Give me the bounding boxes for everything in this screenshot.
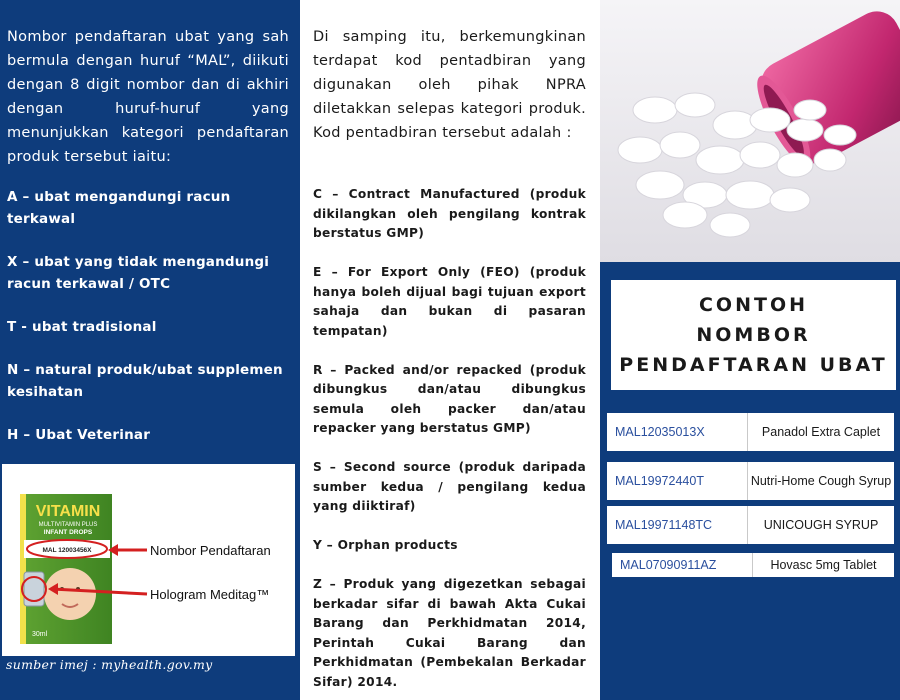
example-product-name: Nutri-Home Cough Syrup: [750, 474, 892, 488]
example-code: MAL19971148TC: [615, 518, 713, 532]
pills-bottle-illustration: [600, 0, 900, 262]
box-sub2-text: INFANT DROPS: [43, 529, 93, 536]
example-product-name: UNICOUGH SYRUP: [763, 518, 879, 532]
right-column: [600, 0, 900, 700]
label-registration-number: Nombor Pendaftaran: [150, 543, 271, 558]
title-line-3: PENDAFTARAN UBAT: [619, 354, 888, 376]
title-line-2: NOMBOR: [696, 324, 811, 346]
example-product-name: Panadol Extra Caplet: [761, 425, 881, 439]
example-row: [612, 553, 894, 577]
admin-code-e: E – For Export Only (FEO) (produk hanya boleh dijual bagi tujuan export sahaja dan bukan di pasaran tempatan): [313, 265, 586, 338]
product-label-image: [2, 464, 295, 656]
category-item-a: A – ubat mengandungi racun terkawal: [7, 189, 231, 227]
example-title-box: [611, 280, 896, 390]
vitamin-box-illustration: [2, 464, 295, 656]
box-brand-text: VITAMIN: [35, 503, 101, 520]
image-credit: sumber imej : myhealth.gov.my: [6, 657, 213, 672]
title-line-1: CONTOH: [698, 294, 808, 316]
category-list: [7, 186, 292, 467]
example-row: [607, 506, 894, 544]
baby-face: [44, 568, 96, 620]
registration-intro-text: Nombor pendaftaran ubat yang sah bermula dengan huruf “MAL”, diikuti dengan 8 digit nombor dan di akhiri dengan huruf-huruf yang menunjukkan kategori pendaftaran produk tersebut iaitu:: [7, 29, 289, 165]
box-sub1-text: MULTIVITAMIN PLUS: [38, 522, 98, 528]
example-product-name: Hovasc 5mg Tablet: [770, 558, 877, 572]
box-volume: 30ml: [32, 631, 48, 638]
box-mal-code: MAL 12003456X: [42, 547, 92, 554]
pills-photo: [600, 0, 900, 262]
box-side-stripe: [20, 494, 26, 644]
admin-code-s: S – Second source (produk daripada sumber kedua / pengilang kedua yang diiktiraf): [313, 460, 586, 513]
admin-code-z: Z – Produk yang digezetkan sebagai berkadar sifar di bawah Akta Cukai Barang dan Perkhidmatan 2014, Perintah Cukai Barang dan Perkhidmatan (Pembekalan Berkadar Sifar) 2014.: [313, 577, 586, 689]
example-row: [607, 413, 894, 451]
admin-code-c: C – Contract Manufactured (produk dikilangkan oleh pengilang kontrak berstatus GMP): [313, 187, 586, 240]
left-column: [0, 0, 300, 700]
example-code: MAL12035013X: [615, 425, 705, 439]
example-code: MAL19972440T: [615, 474, 704, 488]
admin-code-intro-text: Di samping itu, berkemungkinan terdapat kod pentadbiran yang digunakan oleh pihak NPRA diletakkan selepas kategori produk. Kod pentadbiran tersebut adalah :: [313, 29, 586, 141]
example-code: MAL07090911AZ: [620, 558, 717, 572]
admin-code-r: R – Packed and/or repacked (produk dibungkus dan/atau dibungkus semula oleh packer dan/atau repacker yang berstatus GMP): [313, 362, 586, 435]
category-item-h: H – Ubat Veterinar: [7, 427, 151, 443]
example-row: [607, 462, 894, 500]
category-item-x: X – ubat yang tidak mengandungi racun terkawal / OTC: [7, 254, 270, 292]
admin-code-y: Y – Orphan products: [313, 538, 458, 552]
middle-column: [300, 0, 600, 700]
label-hologram: Hologram Meditag™: [150, 587, 270, 602]
admin-code-list: [313, 185, 586, 700]
category-item-t: T - ubat tradisional: [7, 319, 157, 335]
category-item-n: N – natural produk/ubat supplemen kesihatan: [7, 362, 283, 400]
